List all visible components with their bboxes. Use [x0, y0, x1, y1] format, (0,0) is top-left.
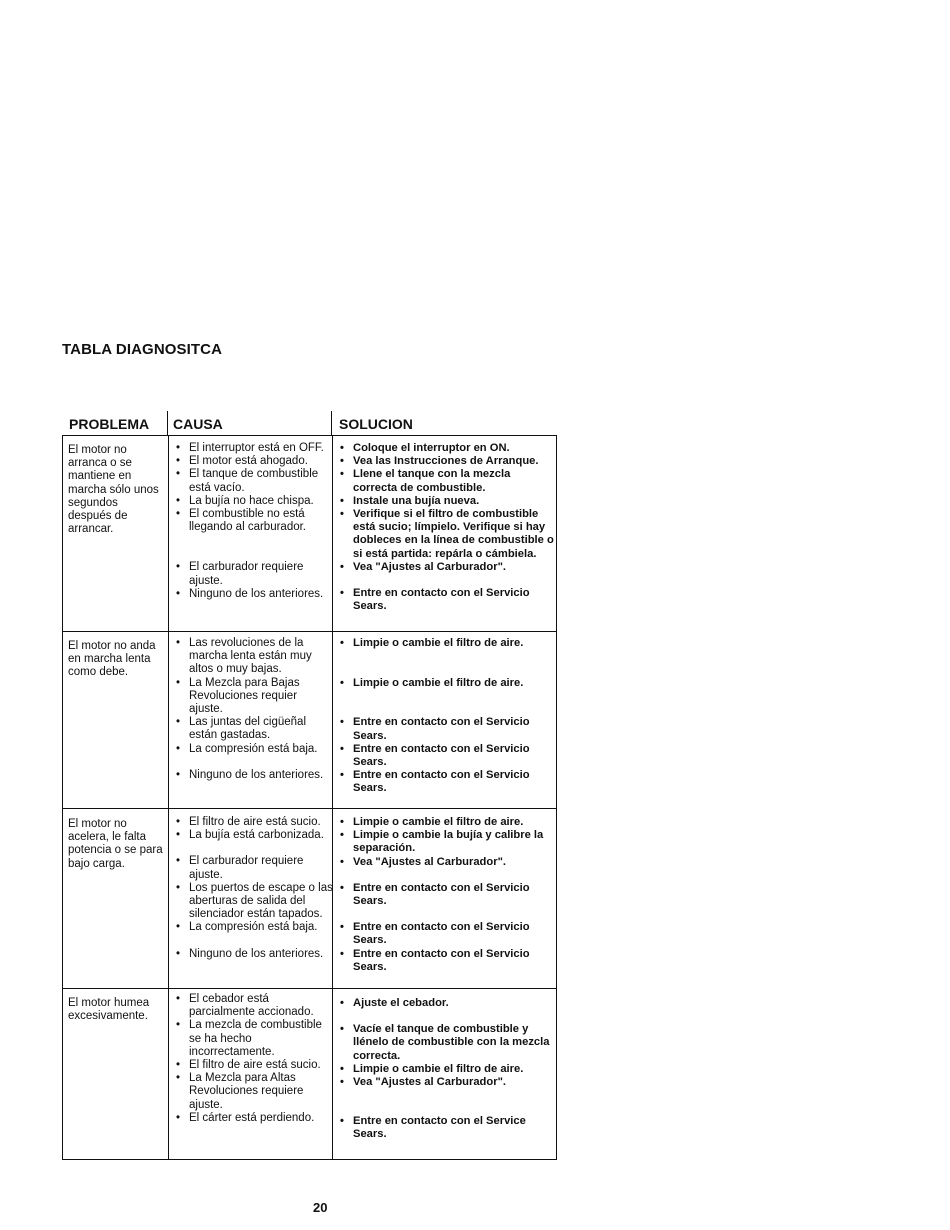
- list-item: • Entre en contacto con el Servicio Sears.: [336, 769, 556, 795]
- diagnostic-table: [62, 435, 557, 1160]
- list-item: • El carburador requiere ajuste.: [172, 855, 334, 881]
- list-item: • Entre en contacto con el Service Sears.: [336, 1115, 556, 1141]
- header-divider: [167, 411, 168, 435]
- solution-cell: [336, 442, 556, 613]
- list-item: • Entre en contacto con el Servicio Sears.: [336, 882, 556, 908]
- cause-cell: [172, 993, 334, 1125]
- list-item: • La Mezcla para Altas Revoluciones requiere ajuste.: [172, 1072, 334, 1112]
- list-item: • Ajuste el cebador.: [336, 997, 556, 1010]
- problem-cell: El motor no arranca o se mantiene en marcha sólo unos segundos después de arrancar.: [68, 444, 159, 536]
- list-item: • Ninguno de los anteriores.: [172, 769, 334, 782]
- column-divider: [168, 436, 169, 1159]
- list-item: • La compresión está baja.: [172, 921, 334, 934]
- list-item: • Coloque el interruptor en ON.: [336, 442, 556, 455]
- list-item: • Llene el tanque con la mezcla correcta de combustible.: [336, 468, 556, 494]
- page-number: 20: [313, 1200, 328, 1215]
- header-divider: [331, 411, 332, 435]
- list-item: • La bujía está carbonizada.: [172, 829, 334, 842]
- list-item: • Vea "Ajustes al Carburador".: [336, 561, 556, 574]
- list-item: • Limpie o cambie el filtro de aire.: [336, 637, 556, 650]
- cause-cell: [172, 442, 334, 601]
- list-item: • Los puertos de escape o las aberturas de salida del silenciador están tapados.: [172, 882, 334, 922]
- list-item: • El combustible no está llegando al carburador.: [172, 508, 334, 534]
- list-item: • Vacíe el tanque de combustible y llénelo de combustible con la mezcla correcta.: [336, 1023, 556, 1063]
- list-item: • El carburador requiere ajuste.: [172, 561, 334, 587]
- cause-cell: [172, 637, 334, 782]
- list-item: • Entre en contacto con el Servicio Sears.: [336, 716, 556, 742]
- list-item: • La compresión está baja.: [172, 743, 334, 756]
- list-item: • La mezcla de combustible se ha hecho incorrectamente.: [172, 1019, 334, 1059]
- list-item: • Vea "Ajustes al Carburador".: [336, 1076, 556, 1089]
- list-item: • Vea "Ajustes al Carburador".: [336, 856, 556, 869]
- header-solucion: SOLUCION: [339, 416, 413, 432]
- list-item: • Entre en contacto con el Servicio Sears.: [336, 921, 556, 947]
- list-item: • Limpie o cambie la bujía y calibre la separación.: [336, 829, 556, 855]
- list-item: • El filtro de aire está sucio.: [172, 1059, 334, 1072]
- row-divider: [63, 988, 556, 989]
- list-item: • El filtro de aire está sucio.: [172, 816, 334, 829]
- list-item: • Entre en contacto con el Servicio Sears.: [336, 743, 556, 769]
- solution-cell: [336, 637, 556, 796]
- list-item: • La Mezcla para Bajas Revoluciones requier ajuste.: [172, 677, 334, 717]
- row-divider: [63, 631, 556, 632]
- list-item: • Verifique si el filtro de combustible está sucio; límpielo. Verifique si hay dobleces en la línea de combustible o si está partida: repárla o cámbiela.: [336, 508, 556, 561]
- list-item: • La bujía no hace chispa.: [172, 495, 334, 508]
- list-item: • Ninguno de los anteriores.: [172, 948, 334, 961]
- problem-cell: El motor no acelera, le falta potencia o se para bajo carga.: [68, 818, 163, 870]
- list-item: • Ninguno de los anteriores.: [172, 588, 334, 601]
- header-causa: CAUSA: [173, 416, 223, 432]
- list-item: • Vea las Instrucciones de Arranque.: [336, 455, 556, 468]
- list-item: • Entre en contacto con el Servicio Sears.: [336, 948, 556, 974]
- list-item: • El motor está ahogado.: [172, 455, 334, 468]
- list-item: • Instale una bujía nueva.: [336, 495, 556, 508]
- list-item: • Limpie o cambie el filtro de aire.: [336, 1063, 556, 1076]
- list-item: • Las juntas del cigüeñal están gastadas.: [172, 716, 334, 742]
- problem-cell: El motor humea excesivamente.: [68, 997, 150, 1023]
- cause-cell: [172, 816, 334, 961]
- solution-cell: [336, 816, 556, 974]
- list-item: • El cebador está parcialmente accionado.: [172, 993, 334, 1019]
- problem-cell: El motor no anda en marcha lenta como debe.: [68, 640, 156, 679]
- list-item: • El cárter está perdiendo.: [172, 1112, 334, 1125]
- list-item: • Las revoluciones de la marcha lenta están muy altos o muy bajas.: [172, 637, 334, 677]
- list-item: • Limpie o cambie el filtro de aire.: [336, 677, 556, 690]
- list-item: • El tanque de combustible está vacío.: [172, 468, 334, 494]
- list-item: • Entre en contacto con el Servicio Sears.: [336, 587, 556, 613]
- solution-cell: [336, 997, 556, 1142]
- header-problema: PROBLEMA: [69, 416, 150, 432]
- row-divider: [63, 808, 556, 809]
- page-title: TABLA DIAGNOSITCA: [62, 341, 223, 358]
- list-item: • Limpie o cambie el filtro de aire.: [336, 816, 556, 829]
- list-item: • El interruptor está en OFF.: [172, 442, 334, 455]
